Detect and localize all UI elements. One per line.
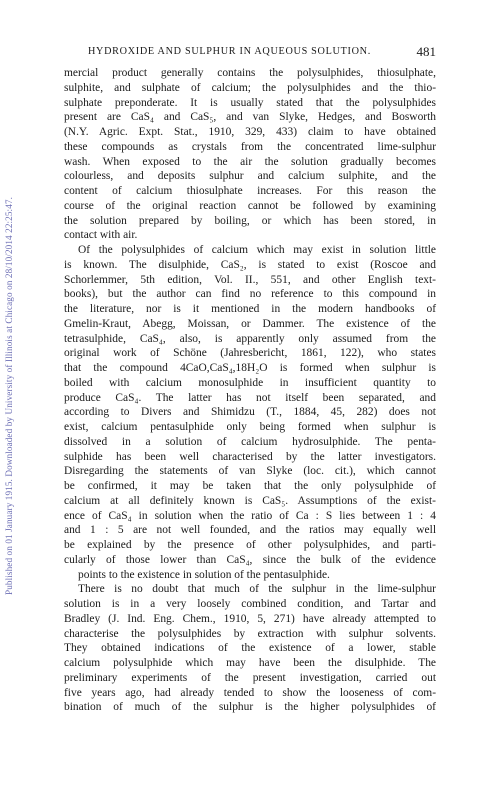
text-line: content of calcium thiosulphate increases. For this reason the (64, 185, 436, 197)
page-number: 481 (416, 44, 436, 59)
text-line: books), but the author can find no reference to this compound in (64, 288, 436, 301)
text-line: Bradley (J. Ind. Eng. Chem., 1910, 5, 271) have already attempted to (64, 612, 436, 625)
running-title: HYDROXIDE AND SULPHUR IN AQUEOUS SOLUTION. (88, 46, 371, 57)
text-line: course of the original reaction cannot be followed by examining (64, 199, 436, 212)
text-line: the solution prepared by boiling, or which has been stored, in (64, 214, 436, 227)
text-line: these compounds as crystals from the concentrated lime-sulphur (64, 140, 436, 153)
text-line: sulphite, and sulphate of calcium; the polysulphides and the thio- (64, 81, 436, 94)
text-line: Disregarding the statements of van Slyke (loc. cit.), which cannot (64, 465, 436, 478)
text-line: Schorlemmer, 5th edition, Vol. II., 551, and other English text- (64, 273, 436, 286)
text-line: cularly of those lower than CaS₄, since the bulk of the evidence (64, 553, 436, 566)
text-line: They obtained indications of the existence of a lower, stable (64, 642, 436, 655)
text-line: sulphide has been well characterised by the latter investigators. (64, 450, 436, 463)
text-line: that the compound 4CaO,CaS₄,18H₂O is formed when sulphur is (64, 362, 436, 374)
text-line: Of the polysulphides of calcium which may exist in solution little (78, 244, 436, 256)
download-provenance-text: Published on 01 January 1915. Downloaded by University of Illinois at Chicago on 28/10/2014 22:25:47. (4, 197, 14, 595)
text-line: wash. When exposed to the air the solution gradually becomes (64, 155, 436, 168)
text-line: boiled with calcium monosulphide in insufficient quantity to (64, 376, 436, 389)
text-line: produce CaS₄. The latter has not itself been separated, and (64, 391, 436, 404)
text-line: be confirmed, it may be taken that the only polysulphide of (64, 480, 436, 492)
text-line: sulphate preponderate. It is usually stated that the polysulphides (64, 96, 436, 109)
text-line: calcium polysulphide which may have been the disulphide. The (64, 657, 436, 669)
text-line: points to the existence in solution of the pentasulphide. (78, 568, 330, 581)
text-line: dissolved in a solution of calcium hydrosulphide. The penta- (64, 435, 436, 448)
text-line: be explained by the presence of other polysulphides, and parti- (64, 539, 436, 551)
text-line: colourless, and deposits sulphur and calcium sulphite, and the (64, 170, 436, 183)
text-line: There is no doubt that much of the sulphur in the lime-sulphur (78, 583, 436, 596)
text-line: solution is in a very loosely combined condition, and Tartar and (64, 598, 436, 610)
text-line: characterise the polysulphides by extraction with sulphur solvents. (64, 627, 436, 640)
text-line: contact with air. (64, 229, 138, 242)
text-line: according to Divers and Shimidzu (T., 1884, 45, 282) does not (64, 406, 436, 419)
text-line: present are CaS₄ and CaS₅, and van Slyke, Hedges, and Bosworth (64, 111, 436, 124)
text-line: five years ago, had already tended to show the looseness of com- (64, 686, 436, 699)
text-line: tetrasulphide, CaS₄, also, is apparently only assumed from the (64, 332, 436, 345)
text-line: original work of Schöne (Jahresbericht, 1861, 122), who states (64, 347, 436, 360)
text-line: preliminary experiments of the present investigation, carried out (64, 671, 436, 684)
text-line: ence of CaS₄ in solution when the ratio of Ca : S lies between 1 : 4 (64, 509, 436, 522)
text-line: calcium at all definitely known is CaS₅. Assumptions of the exist- (64, 494, 436, 507)
text-line: is known. The disulphide, CaS₂, is stated to exist (Roscoe and (64, 258, 436, 271)
download-provenance-note (2, 16, 16, 776)
text-line: (N.Y. Agric. Expt. Stat., 1910, 329, 433) claim to have obtained (64, 126, 436, 138)
text-line: Gmelin-Kraut, Abegg, Moissan, or Dammer. The existence of the (64, 317, 436, 330)
page-header (64, 46, 436, 62)
text-line: exist, calcium pentasulphide only being formed when sulphur is (64, 421, 436, 433)
text-line: the literature, nor is it mentioned in the modern handbooks of (64, 303, 436, 315)
text-line: mercial product generally contains the polysulphides, thiosulphate, (64, 67, 436, 79)
text-line: and 1 : 5 are not well founded, and the ratios may equally well (64, 524, 436, 537)
body-text (64, 66, 436, 715)
text-line: bination of much of the sulphur is the higher polysulphides of (64, 701, 436, 714)
